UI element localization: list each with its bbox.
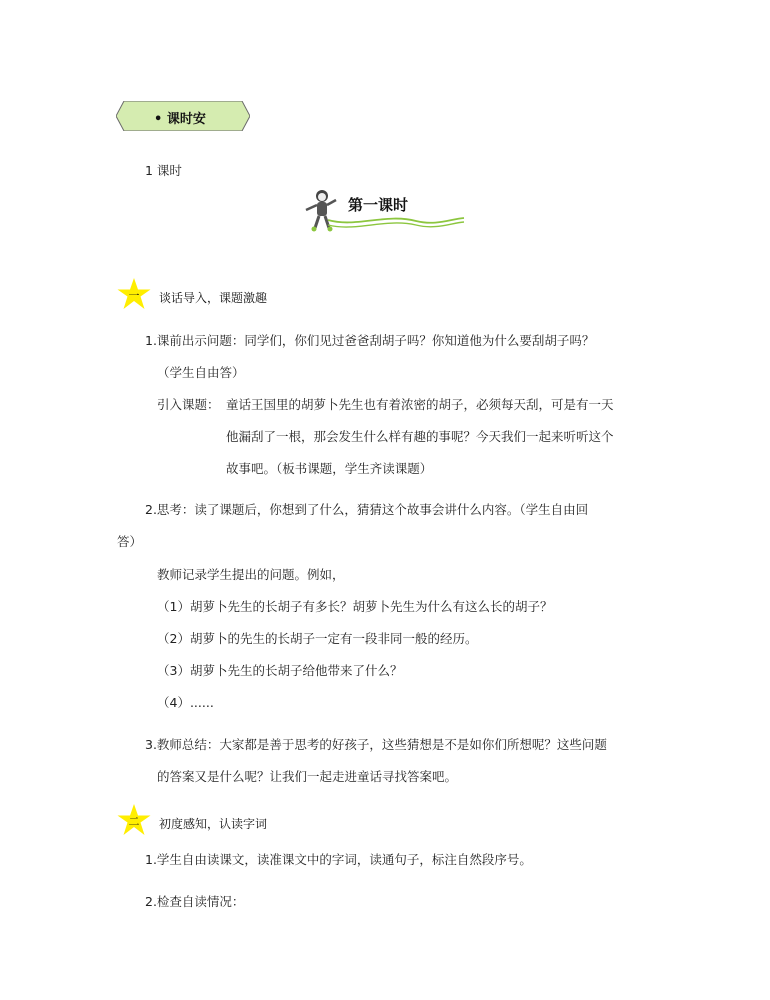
paragraph: 教师记录学生提出的问题。例如， <box>157 567 345 582</box>
paragraph: （学生自由答） <box>157 365 245 380</box>
paragraph: 的答案又是什么呢？让我们一起走进童话寻找答案吧。 <box>157 769 458 784</box>
paragraph: 他漏刮了一根，那会发生什么样有趣的事呢？今天我们一起来听听这个 <box>226 429 614 444</box>
paragraph: 故事吧。（板书课题，学生齐读课题） <box>226 461 433 476</box>
list-item: （3）胡萝卜先生的长胡子给他带来了什么？ <box>157 663 403 678</box>
lesson-count: 1 课时 <box>145 163 182 178</box>
list-item: （1）胡萝卜先生的长胡子有多长？胡萝卜先生为什么有这么长的胡子？ <box>157 599 553 614</box>
lesson-title: 第一课时 <box>348 196 409 214</box>
paragraph: 1.学生自由读课文，读准课文中的字词，读通句子，标注自然段序号。 <box>145 852 532 867</box>
list-item: （4）...... <box>157 695 214 710</box>
list-item: （2）胡萝卜的先生的长胡子一定有一段非同一般的经历。 <box>157 631 478 646</box>
paragraph: 1.课前出示问题：同学们，你们见过爸爸刮胡子吗？你知道他为什么要刮胡子吗？ <box>145 333 595 348</box>
lesson-heading <box>300 186 470 232</box>
star-icon <box>117 804 151 836</box>
paragraph: 3.教师总结：大家都是善于思考的好孩子，这些猜想是不是如你们所想呢？这些问题 <box>145 737 607 752</box>
section-number: 二 <box>128 815 140 828</box>
paragraph: 童话王国里的胡萝卜先生也有着浓密的胡子，必须每天刮，可是有一天 <box>226 397 614 412</box>
banner-title: • 课时安 <box>154 112 206 127</box>
section-number: 一 <box>128 289 140 302</box>
paragraph: 答） <box>117 534 143 549</box>
intro-label: 引入课题： <box>157 397 220 412</box>
paragraph: 2.检查自读情况： <box>145 894 245 909</box>
wave-decoration <box>326 215 466 229</box>
section-banner <box>116 101 250 131</box>
section-title: 谈话导入，课题激趣 <box>159 291 268 305</box>
section-title: 初度感知，认读字词 <box>159 817 268 831</box>
paragraph: 2.思考：读了课题后，你想到了什么，猜猜这个故事会讲什么内容。（学生自由回 <box>145 502 589 517</box>
star-icon <box>117 278 151 310</box>
